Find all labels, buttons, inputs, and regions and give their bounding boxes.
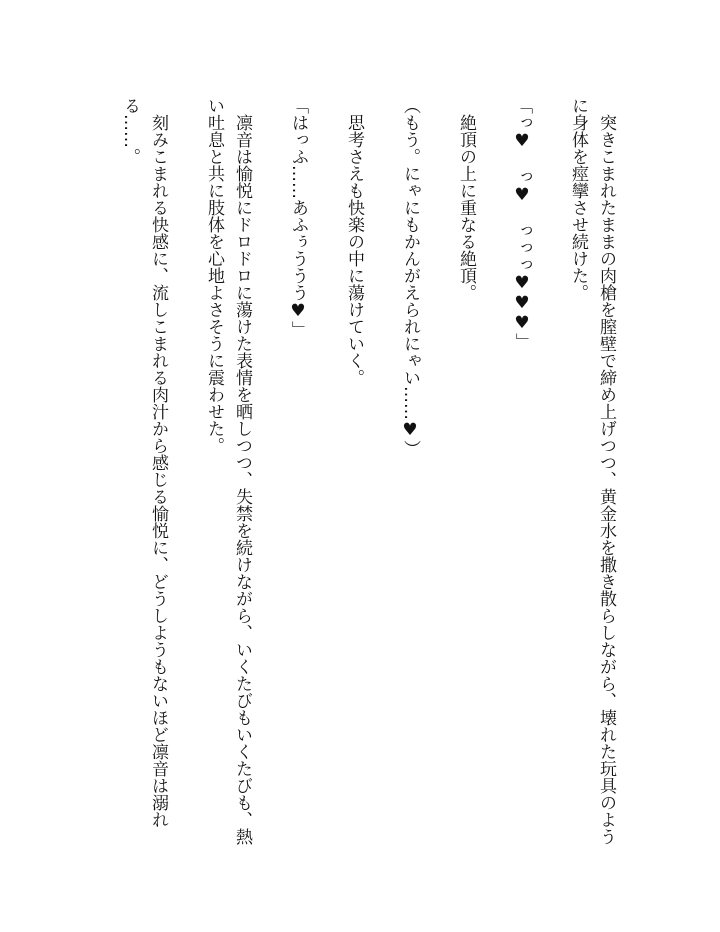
- paragraph-spacer: [368, 97, 396, 857]
- paragraph-narration-1: 突きこまれたままの肉槍を膣壁で締め上げつつ、黄金水を撒き散らしながら、壊れた玩具のように身体を痙攣させ続けた。: [568, 97, 616, 845]
- paragraph-spacer: [480, 97, 508, 857]
- vertical-text-body: [116, 97, 620, 857]
- paragraph-dialogue-3: 「はっふ……あふぅううう♥」: [288, 97, 308, 338]
- paragraph-dialogue-2: （もう。にゃにもかんがえられにゃい……♥）: [400, 97, 420, 457]
- paragraph-narration-5: 刻みこまれる快感に、流しこまれる肉汁から感じる愉悦に、どうしようもないほど凛音は溺れる……。: [120, 97, 168, 828]
- paragraph-spacer: [256, 97, 284, 857]
- paragraph-spacer: [312, 97, 340, 857]
- paragraph-dialogue-1: 「っ♥ っ♥ っっっ♥♥♥」: [512, 97, 532, 350]
- paragraph-spacer: [424, 97, 452, 857]
- paragraph-narration-2: 絶頂の上に重なる絶頂。: [456, 114, 476, 301]
- paragraph-narration-3: 思考さえも快楽の中に蕩けていく。: [344, 114, 364, 386]
- paragraph-spacer: [172, 97, 200, 857]
- paragraph-narration-4: 凛音は愉悦にドロドロに蕩けた表情を晒しつつ、失禁を続けながら、いくたびもいくたびも、熱い吐息と共に肢体を心地よさそうに震わせた。: [204, 97, 252, 845]
- paragraph-spacer: [536, 97, 564, 857]
